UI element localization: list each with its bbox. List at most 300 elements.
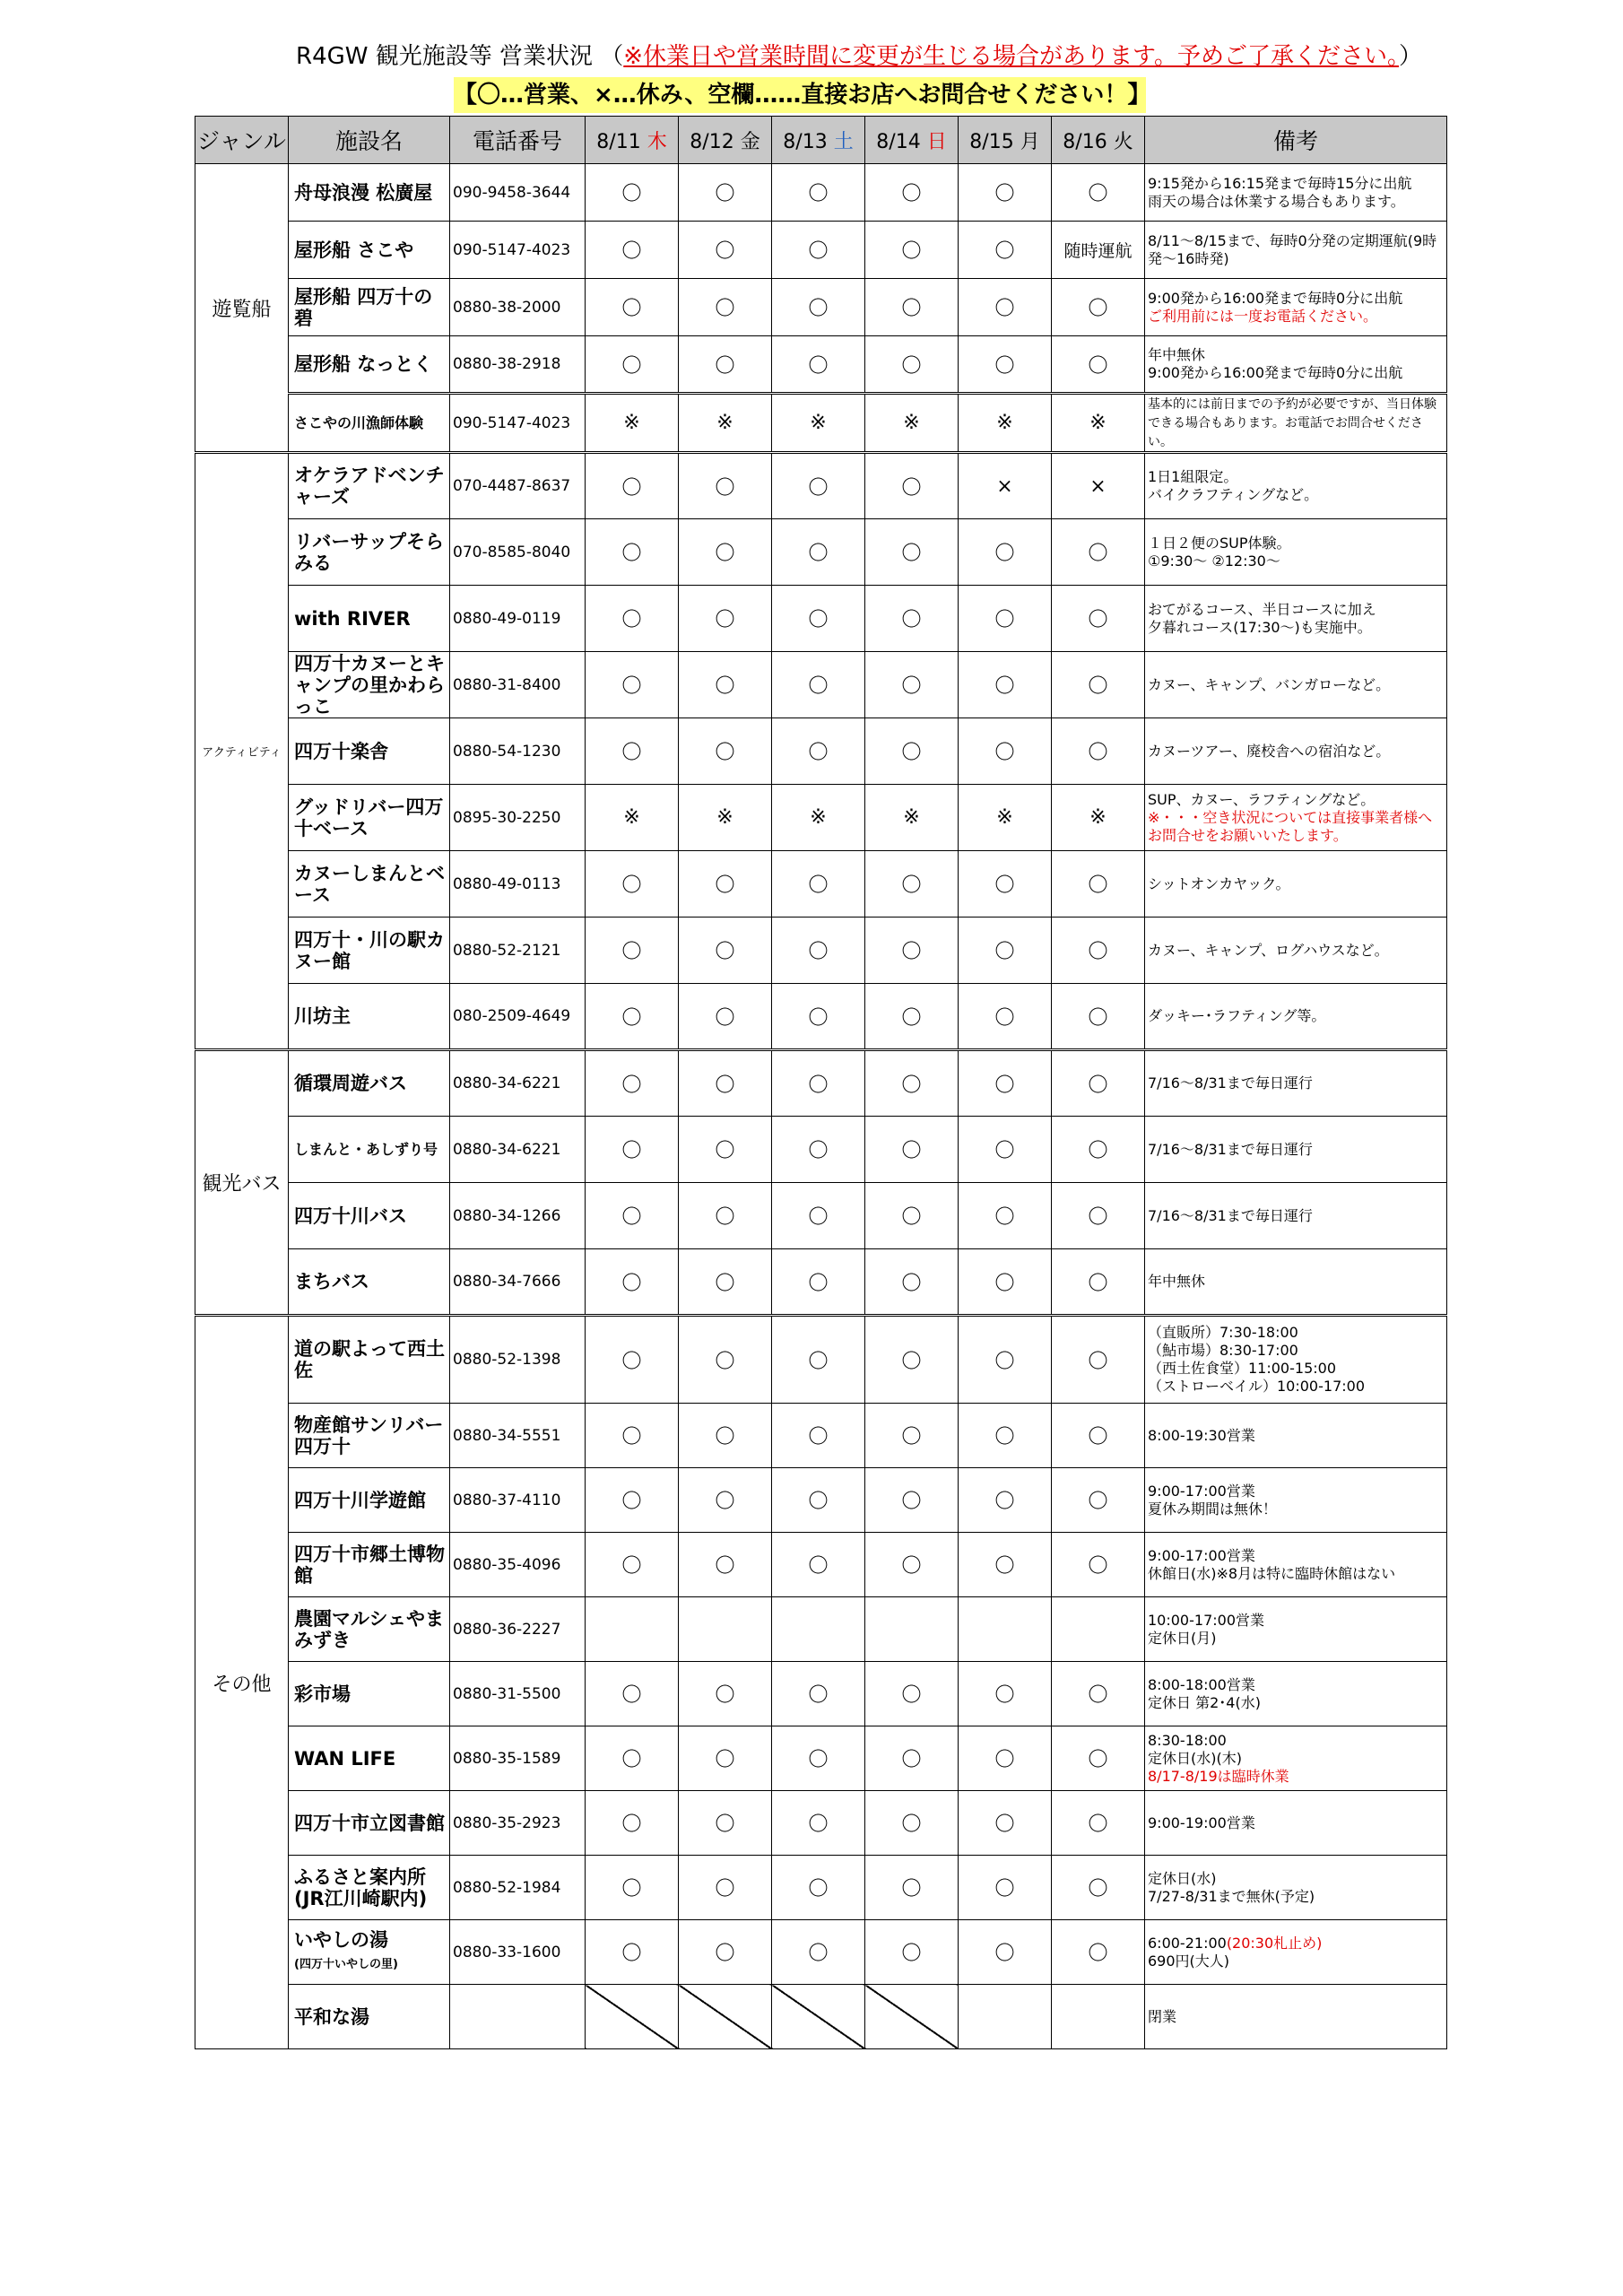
status-mark (865, 1597, 959, 1662)
note-cell (1145, 785, 1447, 851)
status-mark (772, 1985, 865, 2049)
status-mark: 〇 (772, 718, 865, 785)
facility-name: 四万十川学遊館 (289, 1468, 450, 1533)
table-row (195, 1183, 1447, 1249)
phone-number: 0880-35-2923 (450, 1791, 586, 1856)
status-mark: ※ (1052, 785, 1145, 851)
note-line: 690円(大人) (1148, 1952, 1230, 1970)
note-line: SUP、カヌー、ラフティングなど。 (1148, 790, 1376, 808)
status-mark (586, 1985, 679, 2049)
status-mark: 〇 (772, 652, 865, 718)
table-row (195, 222, 1447, 279)
status-mark: 〇 (679, 1316, 772, 1404)
table-row (195, 1468, 1447, 1533)
status-mark: ※ (865, 785, 959, 851)
status-mark: 〇 (1052, 164, 1145, 222)
status-mark: 〇 (586, 1316, 679, 1404)
status-mark: 〇 (772, 1050, 865, 1117)
status-mark: 〇 (586, 164, 679, 222)
header-date: 8/12 金 (679, 117, 772, 164)
note-line: 夏休み期間は無休！ (1148, 1500, 1278, 1518)
status-mark: 〇 (959, 1404, 1052, 1468)
status-mark (1052, 1597, 1145, 1662)
status-mark: 〇 (679, 279, 772, 336)
table-row (195, 453, 1447, 519)
facility-name: カヌーしまんとベース (289, 851, 450, 918)
note-line: ①9:30～ ②12:30～ (1148, 552, 1280, 570)
status-mark: 〇 (586, 1662, 679, 1726)
status-mark: 〇 (959, 1117, 1052, 1183)
status-mark: 〇 (1052, 1662, 1145, 1726)
status-mark: 〇 (959, 1791, 1052, 1856)
status-mark: 〇 (865, 1117, 959, 1183)
genre-cell: アクティビティ (195, 453, 289, 1050)
note-line: 年中無休 (1148, 1273, 1206, 1290)
status-mark: 〇 (1052, 1050, 1145, 1117)
status-mark: ※ (586, 394, 679, 453)
status-mark: 〇 (772, 851, 865, 918)
status-mark: 〇 (586, 1050, 679, 1117)
status-mark: 〇 (865, 718, 959, 785)
status-mark: 〇 (679, 1050, 772, 1117)
note-cell (1145, 851, 1447, 918)
header-date: 8/13 土 (772, 117, 865, 164)
header-date: 8/15 月 (959, 117, 1052, 164)
status-mark: 〇 (865, 1468, 959, 1533)
status-mark: 〇 (865, 1726, 959, 1791)
status-mark: 〇 (1052, 1533, 1145, 1597)
note-line: 夕暮れコース(17:30～)も実施中。 (1148, 618, 1372, 636)
phone-number: 0880-49-0113 (450, 851, 586, 918)
note-line: 1日1組限定。 (1148, 468, 1238, 485)
status-mark: 〇 (679, 718, 772, 785)
legend-banner: 【〇…営業、×…休み、空欄……直接お店へお問合せください！】 (454, 77, 1146, 113)
note-cell (1145, 1050, 1447, 1117)
phone-number: 070-8585-8040 (450, 519, 586, 586)
status-mark: 〇 (1052, 336, 1145, 394)
note-cell (1145, 1316, 1447, 1404)
table-row (195, 918, 1447, 984)
note-line: (20:30札止め) (1226, 1934, 1323, 1952)
status-mark: 〇 (679, 1856, 772, 1920)
phone-number: 0880-36-2227 (450, 1597, 586, 1662)
facility-name: 循環周遊バス (289, 1050, 450, 1117)
status-mark: × (959, 453, 1052, 519)
table-row (195, 984, 1447, 1050)
phone-number: 0880-35-1589 (450, 1726, 586, 1791)
facility-name: 平和な湯 (289, 1985, 450, 2049)
facility-name: 屋形船 四万十の碧 (289, 279, 450, 336)
table-row (195, 718, 1447, 785)
table-row (195, 519, 1447, 586)
note-line: （鮎市場）8:30-17:00 (1148, 1342, 1298, 1359)
status-mark: 〇 (865, 1404, 959, 1468)
status-mark: 〇 (1052, 586, 1145, 652)
note-line: シットオンカヤック。 (1148, 874, 1290, 892)
phone-number (450, 1985, 586, 2049)
status-mark: 〇 (772, 918, 865, 984)
status-mark (679, 1985, 772, 2049)
note-line: 7/16～8/31まで毎日運行 (1148, 1206, 1313, 1224)
note-cell (1145, 519, 1447, 586)
status-mark: 〇 (586, 1468, 679, 1533)
status-mark: 〇 (772, 1856, 865, 1920)
status-mark: 〇 (772, 1183, 865, 1249)
status-mark: 〇 (959, 1183, 1052, 1249)
status-mark: 〇 (772, 336, 865, 394)
table-row (195, 851, 1447, 918)
note-cell (1145, 586, 1447, 652)
facility-name: 四万十市郷土博物館 (289, 1533, 450, 1597)
note-cell (1145, 164, 1447, 222)
header-name: 施設名 (289, 117, 450, 164)
facility-name: WAN LIFE (289, 1726, 450, 1791)
table-row (195, 1597, 1447, 1662)
status-mark: 〇 (959, 1856, 1052, 1920)
status-mark: 〇 (679, 1249, 772, 1316)
phone-number: 0895-30-2250 (450, 785, 586, 851)
status-mark: 〇 (679, 1920, 772, 1985)
status-mark: 〇 (865, 1183, 959, 1249)
phone-number: 0880-34-1266 (450, 1183, 586, 1249)
table-row (195, 1249, 1447, 1316)
table-row (195, 785, 1447, 851)
phone-number: 070-4487-8637 (450, 453, 586, 519)
table-row (195, 1856, 1447, 1920)
status-mark: ※ (865, 394, 959, 453)
status-mark (865, 1985, 959, 2049)
table-row (195, 1316, 1447, 1404)
note-line: バイクラフティングなど。 (1148, 486, 1319, 503)
status-mark: 〇 (865, 1316, 959, 1404)
status-mark: 〇 (865, 1662, 959, 1726)
facility-name: さこやの川漁師体験 (289, 394, 450, 453)
header-date: 8/16 火 (1052, 117, 1145, 164)
note-line: （西土佐食堂）11:00-15:00 (1148, 1360, 1336, 1377)
status-mark: 〇 (959, 652, 1052, 718)
facility-name: オケラアドベンチャーズ (289, 453, 450, 519)
note-line: （直販所）7:30-18:00 (1148, 1324, 1298, 1341)
note-line: 年中無休 (1148, 346, 1206, 363)
note-cell (1145, 336, 1447, 394)
status-mark: ※ (959, 785, 1052, 851)
status-mark (586, 1597, 679, 1662)
note-line: ご利用前には一度お電話ください。 (1148, 307, 1378, 325)
facility-name: 四万十カヌーとキャンプの里かわらっこ (289, 652, 450, 718)
status-mark: 〇 (679, 1183, 772, 1249)
header-date: 8/14 日 (865, 117, 959, 164)
note-cell (1145, 222, 1447, 279)
table-row (195, 1726, 1447, 1791)
table-row (195, 1117, 1447, 1183)
status-mark: 〇 (865, 652, 959, 718)
status-mark: 〇 (959, 279, 1052, 336)
status-mark: 〇 (586, 586, 679, 652)
status-mark: 〇 (679, 222, 772, 279)
status-mark: 〇 (959, 1662, 1052, 1726)
note-line: 9:00-17:00営業 (1148, 1482, 1255, 1500)
status-mark: 〇 (679, 1662, 772, 1726)
status-mark: 〇 (1052, 519, 1145, 586)
note-line: 定休日(月) (1148, 1629, 1217, 1647)
table-row (195, 1050, 1447, 1117)
status-mark: 〇 (679, 453, 772, 519)
status-mark: ※ (679, 785, 772, 851)
status-mark: 〇 (586, 222, 679, 279)
status-mark: 〇 (772, 1791, 865, 1856)
status-mark (772, 1597, 865, 1662)
note-line: 閉業 (1148, 2007, 1177, 2025)
phone-number: 0880-54-1230 (450, 718, 586, 785)
note-line: 9:00発から16:00発まで毎時0分に出航 (1148, 289, 1403, 307)
status-mark: 〇 (865, 851, 959, 918)
status-mark: 〇 (959, 336, 1052, 394)
note-line: 9:00-17:00営業 (1148, 1546, 1255, 1564)
status-mark: 〇 (679, 1117, 772, 1183)
note-line: 6:00-21:00 (1148, 1934, 1227, 1952)
status-mark: 〇 (772, 279, 865, 336)
status-mark: 〇 (586, 652, 679, 718)
status-mark: 随時運航 (1052, 222, 1145, 279)
facility-name: しまんと・あしずり号 (289, 1117, 450, 1183)
phone-number: 080-2509-4649 (450, 984, 586, 1050)
phone-number: 0880-52-2121 (450, 918, 586, 984)
note-cell (1145, 453, 1447, 519)
status-mark: ※ (959, 394, 1052, 453)
table-row (195, 164, 1447, 222)
header-row (195, 117, 1447, 164)
status-mark: 〇 (586, 1249, 679, 1316)
note-cell (1145, 1533, 1447, 1597)
status-mark: 〇 (1052, 1183, 1145, 1249)
status-mark: 〇 (586, 279, 679, 336)
status-mark: ※ (586, 785, 679, 851)
status-mark: ※ (1052, 394, 1145, 453)
genre-cell: 遊覧船 (195, 164, 289, 453)
phone-number: 0880-38-2000 (450, 279, 586, 336)
note-line: カヌー、キャンプ、ログハウスなど。 (1148, 941, 1389, 959)
note-cell (1145, 1597, 1447, 1662)
status-mark: 〇 (679, 336, 772, 394)
note-line: 9:00-19:00営業 (1148, 1813, 1255, 1831)
phone-number: 0880-31-5500 (450, 1662, 586, 1726)
status-mark: 〇 (772, 1468, 865, 1533)
note-cell (1145, 1791, 1447, 1856)
note-line: １日２便のSUP体験。 (1148, 534, 1291, 552)
status-mark: 〇 (772, 1726, 865, 1791)
table-row (195, 1985, 1447, 2049)
status-mark: 〇 (1052, 918, 1145, 984)
phone-number: 0880-38-2918 (450, 336, 586, 394)
status-mark: 〇 (959, 851, 1052, 918)
status-mark: 〇 (679, 586, 772, 652)
note-line: 7/16～8/31まで毎日運行 (1148, 1140, 1313, 1158)
status-mark: 〇 (1052, 1856, 1145, 1920)
status-mark: 〇 (865, 222, 959, 279)
status-mark: 〇 (1052, 1920, 1145, 1985)
facility-name: 屋形船 なっとく (289, 336, 450, 394)
status-mark: 〇 (586, 984, 679, 1050)
note-cell (1145, 1183, 1447, 1249)
facility-name: 四万十市立図書館 (289, 1791, 450, 1856)
note-line: 雨天の場合は休業する場合もあります。 (1148, 192, 1405, 210)
note-line: 9:00発から16:00発まで毎時0分に出航 (1148, 364, 1403, 381)
table-row (195, 336, 1447, 394)
table-row (195, 279, 1447, 336)
facility-name: 農園マルシェやまみずき (289, 1597, 450, 1662)
status-mark: 〇 (586, 1856, 679, 1920)
status-table (195, 116, 1447, 2049)
note-line: 10:00-17:00営業 (1148, 1611, 1264, 1629)
phone-number: 090-5147-4023 (450, 394, 586, 453)
status-mark: 〇 (959, 918, 1052, 984)
facility-name: グッドリバー四万十ベース (289, 785, 450, 851)
status-mark: 〇 (679, 851, 772, 918)
note-line: 基本的には前日までの予約が必要ですが、当日体験できる場合もあります。お電話でお問合せください。 (1148, 397, 1436, 449)
status-mark: 〇 (959, 1533, 1052, 1597)
status-mark: 〇 (586, 1533, 679, 1597)
phone-number: 0880-34-7666 (450, 1249, 586, 1316)
facility-name: 彩市場 (289, 1662, 450, 1726)
status-mark: 〇 (586, 1726, 679, 1791)
status-mark: 〇 (865, 1856, 959, 1920)
status-mark: 〇 (959, 586, 1052, 652)
facility-name: 四万十楽舎 (289, 718, 450, 785)
note-line: （ストローベイル）10:00-17:00 (1148, 1378, 1365, 1395)
status-mark: 〇 (679, 1468, 772, 1533)
facility-name: 屋形船 さこや (289, 222, 450, 279)
status-mark: 〇 (679, 1404, 772, 1468)
status-mark (959, 1597, 1052, 1662)
status-mark: 〇 (1052, 1249, 1145, 1316)
status-mark: 〇 (586, 1404, 679, 1468)
status-mark: 〇 (959, 1050, 1052, 1117)
note-cell (1145, 718, 1447, 785)
status-mark: 〇 (679, 984, 772, 1050)
note-line: 8:00-19:30営業 (1148, 1426, 1255, 1444)
phone-number: 0880-34-5551 (450, 1404, 586, 1468)
note-line: カヌー、キャンプ、バンガローなど。 (1148, 675, 1391, 693)
status-mark: 〇 (586, 851, 679, 918)
phone-number: 090-9458-3644 (450, 164, 586, 222)
note-line: 定休日 第2･4(水) (1148, 1693, 1261, 1711)
note-cell (1145, 1468, 1447, 1533)
header-note: 備考 (1145, 117, 1447, 164)
status-mark: 〇 (959, 1920, 1052, 1985)
status-mark: 〇 (772, 519, 865, 586)
note-line: 8/17-8/19は臨時休業 (1148, 1767, 1289, 1785)
note-line: 7/16～8/31まで毎日運行 (1148, 1074, 1313, 1091)
note-cell (1145, 1856, 1447, 1920)
status-mark: ※ (679, 394, 772, 453)
status-mark: 〇 (959, 1249, 1052, 1316)
note-line: 8/11～8/15まで、毎時0分発の定期運航(9時発～16時発) (1148, 231, 1437, 267)
status-mark: 〇 (586, 1791, 679, 1856)
status-mark: 〇 (1052, 1791, 1145, 1856)
phone-number: 0880-35-4096 (450, 1533, 586, 1597)
header-tel: 電話番号 (450, 117, 586, 164)
status-mark: 〇 (865, 279, 959, 336)
status-mark: 〇 (772, 1662, 865, 1726)
note-cell (1145, 1726, 1447, 1791)
status-mark: 〇 (865, 1920, 959, 1985)
facility-name: 四万十・川の駅カヌー館 (289, 918, 450, 984)
status-mark (679, 1597, 772, 1662)
header-date: 8/11 木 (586, 117, 679, 164)
status-mark: 〇 (959, 718, 1052, 785)
status-mark: 〇 (679, 519, 772, 586)
phone-number: 0880-52-1398 (450, 1316, 586, 1404)
table-row (195, 586, 1447, 652)
status-mark: 〇 (865, 453, 959, 519)
status-mark: 〇 (772, 453, 865, 519)
genre-cell: 観光バス (195, 1050, 289, 1316)
status-mark: 〇 (586, 336, 679, 394)
status-mark: 〇 (586, 718, 679, 785)
status-mark: 〇 (586, 1117, 679, 1183)
status-mark: 〇 (959, 164, 1052, 222)
note-line: 8:00-18:00営業 (1148, 1675, 1255, 1693)
note-line: 8:30-18:00 (1148, 1731, 1227, 1749)
facility-name: まちバス (289, 1249, 450, 1316)
status-mark: 〇 (865, 1533, 959, 1597)
status-mark: 〇 (586, 1920, 679, 1985)
note-line: ダッキー･ラフティング等。 (1148, 1007, 1326, 1024)
status-mark: × (1052, 453, 1145, 519)
title-notice: ※休業日や営業時間に変更が生じる場合があります。予めご了承ください。 (623, 43, 1399, 70)
status-mark (959, 1985, 1052, 2049)
phone-number: 0880-33-1600 (450, 1920, 586, 1985)
status-mark: 〇 (679, 1533, 772, 1597)
note-line: カヌーツアー、廃校舎への宿泊など。 (1148, 742, 1391, 760)
status-mark: 〇 (865, 336, 959, 394)
status-mark: 〇 (772, 1249, 865, 1316)
status-mark: ※ (772, 785, 865, 851)
table-row (195, 1920, 1447, 1985)
status-mark: 〇 (959, 1726, 1052, 1791)
phone-number: 090-5147-4023 (450, 222, 586, 279)
note-line: 9:15発から16:15発まで毎時15分に出航 (1148, 174, 1412, 192)
table-row (195, 652, 1447, 718)
status-mark: 〇 (959, 519, 1052, 586)
note-cell (1145, 1404, 1447, 1468)
note-line: 定休日(水) (1148, 1869, 1217, 1887)
status-mark: 〇 (772, 1920, 865, 1985)
status-mark: 〇 (865, 1249, 959, 1316)
status-mark: 〇 (959, 984, 1052, 1050)
note-line: おてがるコース、半日コースに加え (1148, 600, 1376, 618)
facility-name: with RIVER (289, 586, 450, 652)
facility-name: ふるさと案内所(JR江川崎駅内) (289, 1856, 450, 1920)
facility-name: リバーサップそらみる (289, 519, 450, 586)
status-mark: 〇 (865, 1050, 959, 1117)
note-cell (1145, 984, 1447, 1050)
note-line: 休館日(水)※8月は特に臨時休館はない (1148, 1564, 1396, 1582)
note-cell (1145, 1117, 1447, 1183)
status-mark: 〇 (1052, 1404, 1145, 1468)
status-mark: 〇 (772, 164, 865, 222)
status-mark: 〇 (865, 164, 959, 222)
note-cell (1145, 652, 1447, 718)
status-mark: 〇 (772, 1316, 865, 1404)
status-mark: 〇 (772, 1533, 865, 1597)
status-mark: 〇 (586, 519, 679, 586)
facility-name: 四万十川バス (289, 1183, 450, 1249)
note-cell (1145, 1662, 1447, 1726)
phone-number: 0880-34-6221 (450, 1050, 586, 1117)
status-mark: 〇 (1052, 718, 1145, 785)
status-mark: 〇 (679, 1726, 772, 1791)
